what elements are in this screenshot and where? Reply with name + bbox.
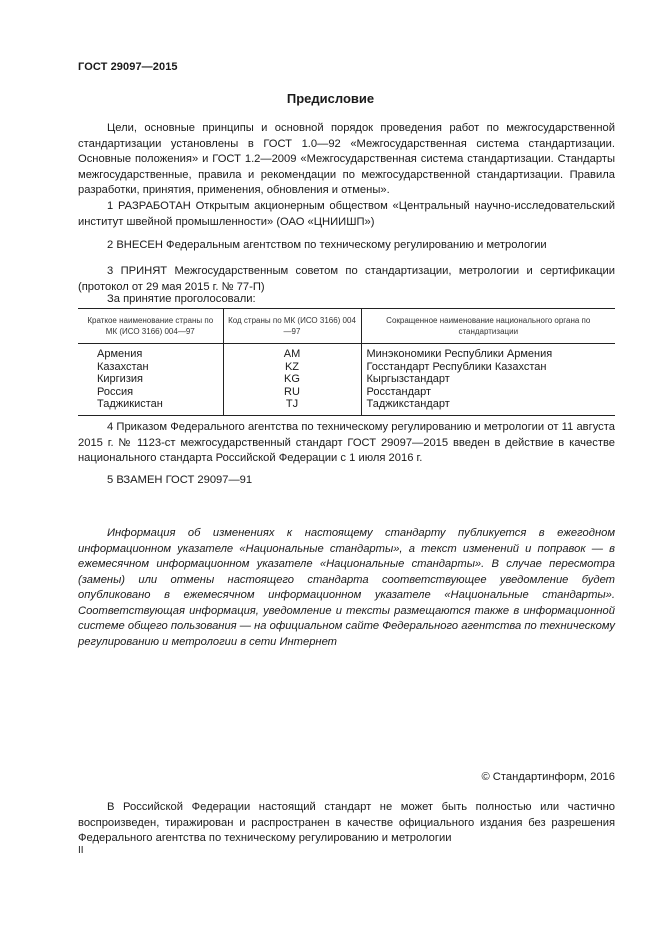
table-header-row [78, 309, 615, 344]
table-header-code: Код страны по МК (ИСО 3166) 004—97 [223, 309, 361, 344]
standard-header: ГОСТ 29097—2015 [78, 61, 178, 73]
item-introduced-text: 2 ВНЕСЕН Федеральным агентством по техническому регулированию и метрологии [107, 239, 547, 251]
intro-paragraph [78, 121, 615, 199]
table-cell-country: Киргизия [97, 373, 143, 385]
table-cell-body: Таджикстандарт [361, 398, 615, 415]
table-row [78, 386, 615, 399]
table-cell-code: KG [223, 373, 361, 386]
table-row [78, 344, 615, 361]
table-header-country: Краткое наименование страны по МК (ИСО 3166) 004—97 [78, 309, 223, 344]
table-cell-body: Минэкономики Республики Армения [361, 344, 615, 361]
copyright-notice: © Стандартинформ, 2016 [481, 771, 615, 783]
table-row [78, 398, 615, 415]
table-header-body: Сокращенное наименование национального органа по стандартизации [361, 309, 615, 344]
table-row [78, 373, 615, 386]
voting-table [78, 308, 615, 416]
reproduction-text: В Российской Федерации настоящий стандарт не может быть полностью или частично воспроизведен, тиражирован и распространен в качестве официального издания без разрешения Федерального агентства по техническому регулированию и метрологии [78, 801, 615, 844]
intro-text: Цели, основные принципы и основной порядок проведения работ по межгосударственной стандартизации установлены в ГОСТ 1.0—92 «Межгосударственная система стандартизации. Основные положения» и ГОСТ 1.2—2009 «Межгосударственная система стандартизации. Стандарты межгосударственные, правила и рекомендации по межгосударственной стандартизации. Правила разработки, принятия, применения, обновления и отмены». [78, 122, 615, 196]
table-cell-code: AM [223, 344, 361, 361]
item-adopted [78, 264, 615, 295]
table-cell-code: RU [223, 386, 361, 399]
change-info-text: Информация об изменениях к настоящему стандарту публикуется в ежегодном информационном указателе «Национальные стандарты», а текст изменений и поправок — в ежемесячном информационном указателе «Национальные стандарты». В случае пересмотра (замены) или отмены настоящего стандарта соответствующее уведомление будет опубликовано в ежемесячном информационном указателе «Национальные стандарты». Соответствующая информация, уведомление и тексты размещаются также в информационной системе общего пользования — на официальном сайте Федерального агентства по техническому регулированию и метрологии в сети Интернет [78, 527, 615, 648]
table-cell-body: Госстандарт Республики Казахстан [361, 361, 615, 374]
voted-label: За принятие проголосовали: [107, 293, 256, 305]
page-number: II [78, 845, 84, 856]
item-developed [78, 199, 615, 230]
item-order-text: 4 Приказом Федерального агентства по техническому регулированию и метрологии от 11 августа 2015 г. № 1123-ст межгосударственный стандарт ГОСТ 29097—2015 введен в действие в качестве национального стандарта Российской Федерации с 1 июля 2016 г. [78, 421, 615, 464]
table-cell-country: Таджикистан [78, 398, 223, 415]
item-developed-text: 1 РАЗРАБОТАН Открытым акционерным обществом «Центральный научно-исследовательский институт швейной промышленности» (ОАО «ЦНИИШП») [78, 200, 615, 228]
change-info-notice [78, 526, 615, 650]
table-cell-code: TJ [223, 398, 361, 415]
item-introduced [78, 238, 615, 254]
table-cell-country: Казахстан [97, 360, 149, 373]
table-cell-country: Россия [97, 385, 134, 398]
table-cell-code: KZ [223, 361, 361, 374]
item-replaces-text: 5 ВЗАМЕН ГОСТ 29097—91 [107, 474, 253, 486]
table-cell-body: Кыргызстандарт [361, 373, 615, 386]
item-replaces [78, 473, 615, 489]
reproduction-notice [78, 800, 615, 847]
table-row [78, 361, 615, 374]
page-title: Предисловие [286, 91, 375, 106]
table-cell-country: Армения [97, 348, 143, 360]
item-adopted-text: 3 ПРИНЯТ Межгосударственным советом по стандартизации, метрологии и сертификации (протокол от 29 мая 2015 г. № 77-П) [78, 265, 615, 293]
table-cell-body: Росстандарт [361, 386, 615, 399]
item-order [78, 420, 615, 467]
